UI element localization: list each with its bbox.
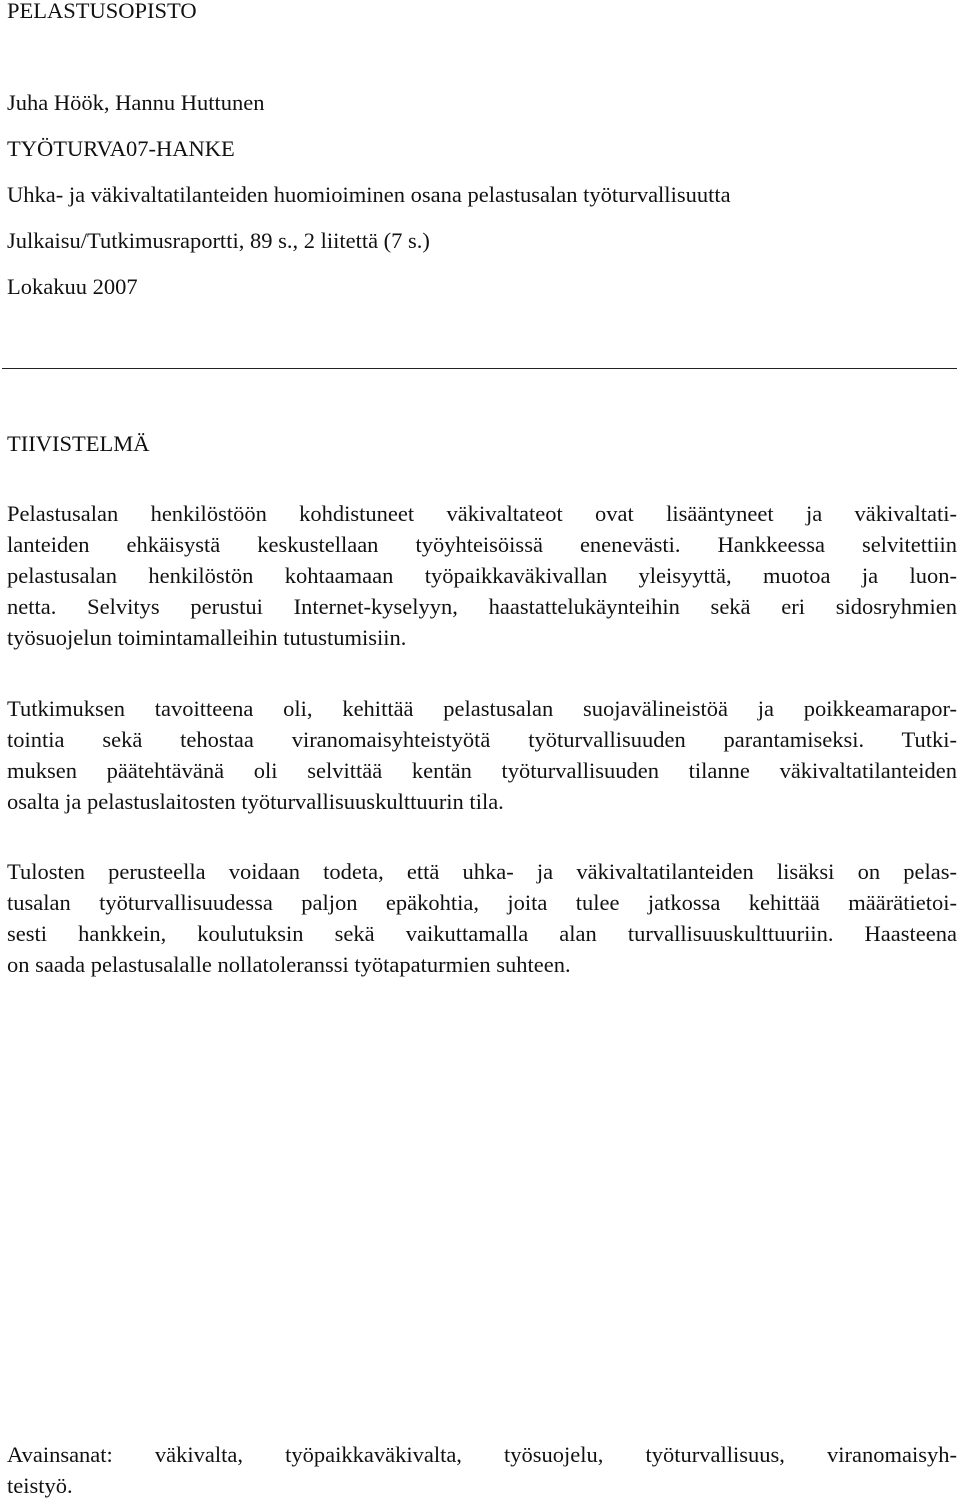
paragraph-line: muksen päätehtävänä oli selvittää kentän työturvallisuuden tilanne väkivaltatilanteiden [7, 758, 957, 783]
project-name: TYÖTURVA07-HANKE [7, 136, 235, 161]
authors: Juha Höök, Hannu Huttunen [7, 90, 265, 115]
paragraph-line: on saada pelastusalalle nollatoleranssi työtapaturmien suhteen. [7, 952, 571, 977]
paragraph-line: Tulosten perusteella voidaan todeta, että uhka- ja väkivaltatilanteiden lisäksi on pelas- [7, 859, 957, 884]
organization-name: PELASTUSOPISTO [7, 0, 197, 23]
report-title: Uhka- ja väkivaltatilanteiden huomioiminen osana pelastusalan työturvallisuutta [7, 182, 731, 207]
publication-date: Lokakuu 2007 [7, 274, 138, 299]
keywords-line: Avainsanat: väkivalta, työpaikkaväkivalta, työsuojelu, työturvallisuus, viranomaisyh- [7, 1442, 957, 1467]
paragraph-line: Pelastusalan henkilöstöön kohdistuneet väkivaltateot ovat lisääntyneet ja väkivaltati- [7, 501, 957, 526]
header-divider [2, 368, 957, 369]
paragraph-line: tusalan työturvallisuudessa paljon epäkohtia, joita tulee jatkossa kehittää määrätietoi- [7, 890, 957, 915]
paragraph-line: Tutkimuksen tavoitteena oli, kehittää pelastusalan suojavälineistöä ja poikkeamarapor- [7, 696, 957, 721]
paragraph-line: lanteiden ehkäisystä keskustellaan työyhteisöissä enenevästi. Hankkeessa selvitettiin [7, 532, 957, 557]
paragraph-line: netta. Selvitys perustui Internet-kyselyyn, haastattelukäynteihin sekä eri sidosryhmien [7, 594, 957, 619]
paragraph-line: sesti hankkein, koulutuksin sekä vaikuttamalla alan turvallisuuskulttuuriin. Haasteena [7, 921, 957, 946]
paragraph-line: työsuojelun toimintamalleihin tutustumisiin. [7, 625, 407, 650]
keywords-line: teistyö. [7, 1473, 73, 1498]
abstract-heading: TIIVISTELMÄ [7, 431, 150, 456]
paragraph-line: pelastusalan henkilöstön kohtaamaan työpaikkaväkivallan yleisyyttä, muotoa ja luon- [7, 563, 957, 588]
paragraph-line: tointia sekä tehostaa viranomaisyhteistyötä työturvallisuuden parantamiseksi. Tutki- [7, 727, 957, 752]
paragraph-line: osalta ja pelastuslaitosten työturvallisuuskulttuurin tila. [7, 789, 504, 814]
publication-info: Julkaisu/Tutkimusraportti, 89 s., 2 liitettä (7 s.) [7, 228, 430, 253]
